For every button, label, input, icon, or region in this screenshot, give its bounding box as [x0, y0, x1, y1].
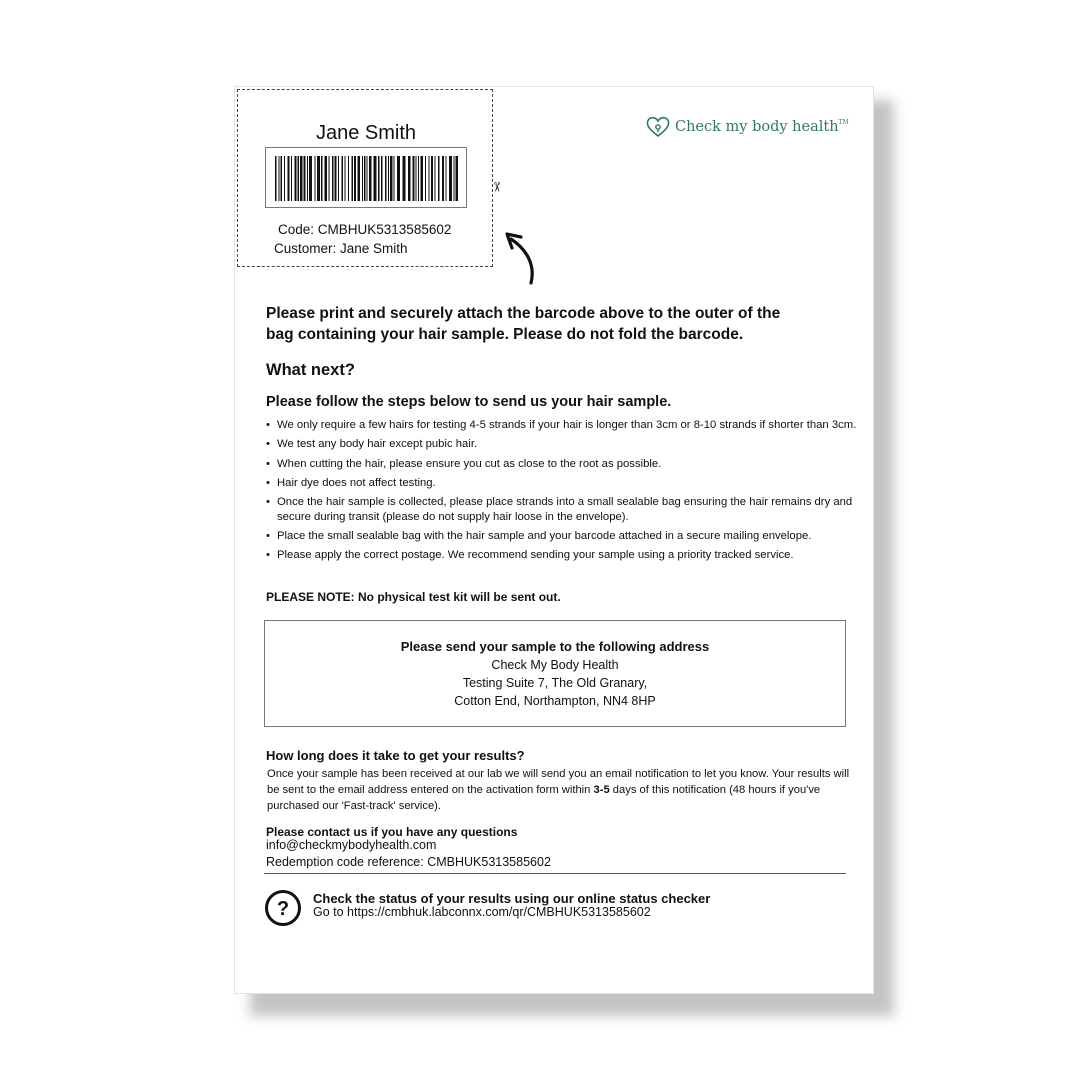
what-next-heading: What next?: [266, 361, 355, 379]
contact-email: info@checkmybodyhealth.com: [266, 838, 437, 852]
divider: [264, 873, 846, 874]
address-box: [264, 620, 846, 727]
list-item: • Hair dye does not affect testing.: [266, 476, 866, 491]
barcode-bar: [390, 156, 393, 201]
barcode-bar: [321, 156, 323, 201]
svg-text:?: ?: [276, 898, 290, 920]
results-text: [267, 766, 857, 814]
barcode-bar: [394, 156, 395, 201]
barcode-bar: [374, 156, 377, 201]
barcode-bar: [421, 156, 424, 201]
barcode-bar: [284, 156, 285, 201]
barcode-bar: [449, 156, 452, 201]
barcode-bar: [298, 156, 300, 201]
list-item: • When cutting the hair, please ensure you cut as close to the root as possible.: [266, 457, 866, 472]
barcode-bar: [317, 156, 320, 201]
question-circle-icon: [264, 889, 302, 927]
logo-text: Check my body health: [675, 119, 839, 135]
barcode-bar: [378, 156, 380, 201]
barcode-bar: [291, 156, 292, 201]
steps-heading: Please follow the steps below to send us your hair sample.: [266, 394, 672, 410]
curved-arrow-icon: [503, 227, 543, 289]
barcode-bar: [281, 156, 283, 201]
code-line: Code: CMBHUK5313585602: [278, 222, 452, 237]
results-text-part: Once your sample has been received at our lab we will send you an email notification to let you know. Your results will be sent to the email address entered on the activation form within: [267, 768, 850, 796]
heart-stethoscope-icon: [645, 115, 671, 139]
brand-logo: [645, 115, 849, 139]
barcode-bar: [354, 156, 356, 201]
address-line: Cotton End, Northampton, NN4 8HP: [454, 694, 656, 708]
barcode-bar: [315, 156, 316, 201]
barcode-bar: [416, 156, 417, 201]
list-item: • We only require a few hairs for testing 4-5 strands if your hair is longer than 3cm or 8-10 strands if shorter than 3cm.: [266, 418, 866, 433]
barcode-bar: [309, 156, 312, 201]
barcode-bar: [295, 156, 297, 201]
barcode: [265, 147, 467, 208]
barcode-bar: [456, 156, 459, 201]
barcode-bar: [369, 156, 372, 201]
barcode-bar: [300, 156, 303, 201]
address-heading: Please send your sample to the following address: [400, 639, 710, 654]
barcode-bar: [446, 156, 447, 201]
barcode-bar: [352, 156, 354, 201]
barcode-bar: [325, 156, 328, 201]
scissors-icon: ✂: [489, 181, 505, 193]
steps-list: [266, 418, 866, 568]
list-item: • We test any body hair except pubic hair.: [266, 437, 866, 452]
contact-heading: Please contact us if you have any questions: [266, 825, 518, 839]
barcode-bar: [338, 156, 339, 201]
results-heading: How long does it take to get your results?: [266, 748, 525, 763]
document-page: [234, 86, 874, 994]
address-line: Check My Body Health: [491, 658, 619, 672]
barcode-bar: [435, 156, 436, 201]
address-line: Testing Suite 7, The Old Granary,: [462, 676, 648, 690]
barcode-bar: [335, 156, 337, 201]
barcode-bar: [454, 156, 455, 201]
barcode-bar: [381, 156, 383, 201]
barcode-bar: [418, 156, 419, 201]
barcode-bar: [364, 156, 366, 201]
barcode-bar: [288, 156, 290, 201]
logo-tm: TM: [838, 119, 849, 126]
results-days: 3-5: [593, 784, 610, 796]
customer-line: Customer: Jane Smith: [274, 241, 408, 256]
barcode-bars: [274, 156, 460, 201]
barcode-bar: [348, 156, 349, 201]
barcode-bar: [397, 156, 400, 201]
barcode-bar: [332, 156, 334, 201]
redemption-code: Redemption code reference: CMBHUK5313585602: [266, 855, 551, 869]
barcode-bar: [279, 156, 280, 201]
list-item: • Once the hair sample is collected, please place strands into a small sealable bag ensuring the hair remains dry and secure during transit (please do not supply hair loose in the envelope).: [266, 495, 866, 524]
barcode-bar: [342, 156, 344, 201]
results-text-part: days of this notification (48 hours if you've purchased our 'Fast-track' service).: [267, 784, 821, 812]
intro-instructions: Please print and securely attach the barcode above to the outer of the bag containing your hair sample. Please do not fold the barcode.: [266, 305, 781, 343]
please-note: PLEASE NOTE: No physical test kit will be sent out.: [266, 590, 561, 604]
barcode-bar: [362, 156, 363, 201]
barcode-bar: [367, 156, 368, 201]
barcode-bar: [358, 156, 361, 201]
barcode-bar: [388, 156, 389, 201]
barcode-bar: [304, 156, 306, 201]
list-item: • Please apply the correct postage. We recommend sending your sample using a priority tracked service.: [266, 548, 866, 563]
barcode-bar: [438, 156, 440, 201]
barcode-bar: [425, 156, 426, 201]
status-heading: Check the status of your results using our online status checker: [313, 891, 711, 906]
customer-name: Jane Smith: [315, 122, 417, 144]
list-item: • Place the small sealable bag with the hair sample and your barcode attached in a secure mailing envelope.: [266, 529, 866, 544]
barcode-bar: [307, 156, 308, 201]
barcode-bar: [275, 156, 277, 201]
barcode-bar: [345, 156, 346, 201]
status-link[interactable]: Go to https://cmbhuk.labconnx.com/qr/CMBHUK5313585602: [313, 905, 651, 919]
barcode-bar: [413, 156, 415, 201]
barcode-bar: [403, 156, 406, 201]
barcode-bar: [408, 156, 411, 201]
barcode-bar: [385, 156, 387, 201]
barcode-bar: [329, 156, 330, 201]
barcode-bar: [431, 156, 433, 201]
barcode-bar: [442, 156, 444, 201]
barcode-bar: [429, 156, 430, 201]
barcode-cutout: [237, 89, 493, 267]
